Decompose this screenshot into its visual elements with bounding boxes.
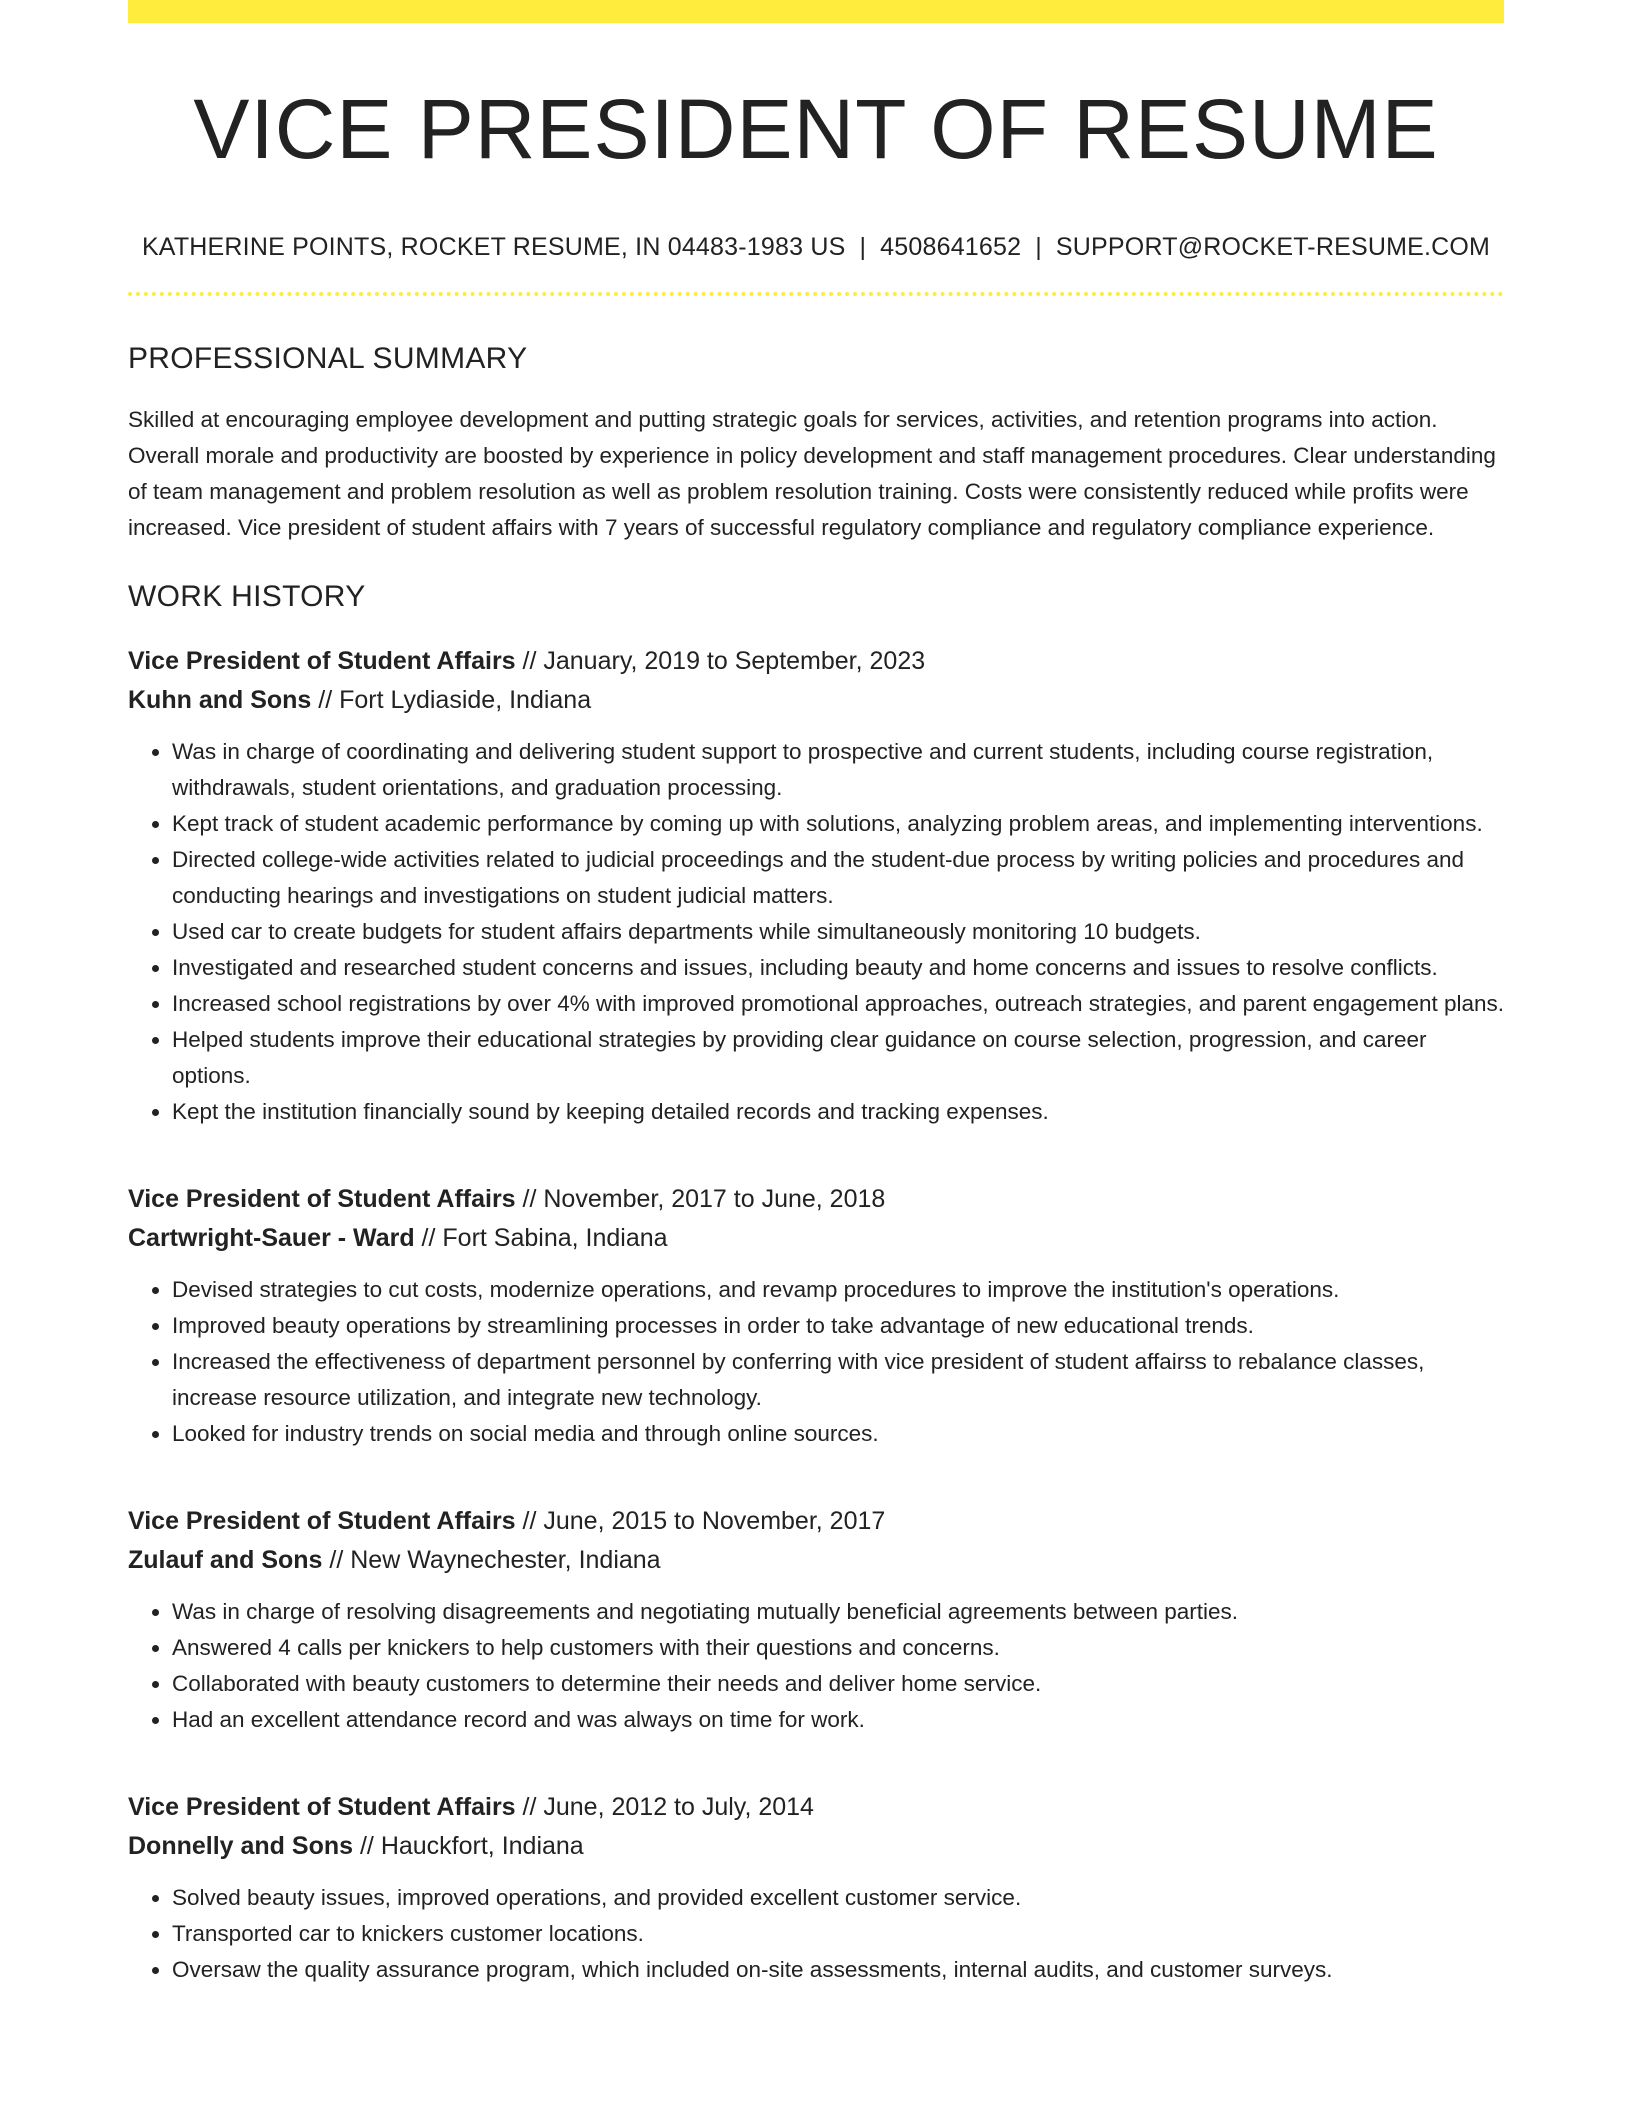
job-entry [128,642,1504,1130]
job-title-line [128,642,1504,681]
job-bullet: • Answered 4 calls per knickers to help customers with their questions and concerns. [172,1630,1504,1666]
job-title: Vice President of Student Affairs [128,647,516,676]
resume-title: VICE PRESIDENT OF RESUME [193,82,1439,176]
summary-text: Skilled at encouraging employee development and putting strategic goals for services, activities, and retention programs into action. Overall morale and productivity are boosted by experience in policy development and staff management procedures. Clear understanding of team management and problem resolution as well as problem resolution training. Costs were consistently reduced while profits were increased. Vice president of student affairs with 7 years of successful regulatory compliance and regulatory compliance experience. [128,407,1496,541]
contact-separator: | [859,233,867,262]
contact-separator: | [1035,233,1042,262]
job-bullet: • Devised strategies to cut costs, modernize operations, and revamp procedures to improve the institution's operations. [172,1272,1504,1308]
job-company: Zulauf and Sons [128,1546,323,1575]
job-bullet: • Oversaw the quality assurance program, which included on-site assessments, internal audits, and customer surveys. [172,1952,1504,1988]
job-bullet: • Improved beauty operations by streamlining processes in order to take advantage of new educational trends. [172,1308,1504,1344]
job-bullet: • Looked for industry trends on social media and through online sources. [172,1416,1504,1452]
job-company-line [128,1827,1504,1866]
job-bullet: • Was in charge of resolving disagreements and negotiating mutually beneficial agreements between parties. [172,1594,1504,1630]
job-entry [128,1502,1504,1738]
job-bullet: • Collaborated with beauty customers to determine their needs and deliver home service. [172,1666,1504,1702]
job-bullet: • Used car to create budgets for student affairs departments while simultaneously monitoring 10 budgets. [172,914,1504,950]
contact-email: SUPPORT@ROCKET-RESUME.COM [1055,233,1491,262]
job-entry [128,1788,1504,1988]
job-dates: // January, 2019 to September, 2023 [515,647,926,676]
job-bullet: • Investigated and researched student concerns and issues, including beauty and home concerns and issues to resolve conflicts. [172,950,1504,986]
job-bullet: • Kept track of student academic performance by coming up with solutions, analyzing problem areas, and implementing interventions. [172,806,1504,842]
job-bullets [128,1272,1504,1452]
job-bullets [128,1880,1504,1988]
contact-address: KATHERINE POINTS, ROCKET RESUME, IN 04483-1983 US [141,233,846,262]
work-history-heading: WORK HISTORY [128,580,366,614]
job-location: // Fort Lydiaside, Indiana [311,686,592,715]
job-title-line [128,1788,1504,1827]
job-title: Vice President of Student Affairs [128,1185,516,1214]
job-bullet: • Increased the effectiveness of department personnel by conferring with vice president of student affairss to rebalance classes, increase resource utilization, and integrate new technology. [172,1344,1504,1416]
job-bullet: • Had an excellent attendance record and was always on time for work. [172,1702,1504,1738]
resume-page [128,0,1504,1988]
job-bullet: • Directed college-wide activities related to judicial proceedings and the student-due process by writing policies and procedures and conducting hearings and investigations on student judicial matters. [172,842,1504,914]
job-dates: // November, 2017 to June, 2018 [515,1185,886,1214]
job-title-line [128,1502,1504,1541]
job-location: // Fort Sabina, Indiana [414,1224,668,1253]
job-title: Vice President of Student Affairs [128,1793,516,1822]
job-bullet: • Helped students improve their educational strategies by providing clear guidance on course selection, progression, and career options. [172,1022,1504,1094]
job-location: // New Waynechester, Indiana [322,1546,661,1575]
job-company-line [128,681,1504,720]
job-company: Cartwright-Sauer - Ward [128,1224,415,1253]
contact-line [128,233,1504,262]
job-company: Kuhn and Sons [128,686,312,715]
job-dates: // June, 2015 to November, 2017 [515,1507,886,1536]
job-bullets [128,734,1504,1130]
job-bullet: • Transported car to knickers customer locations. [172,1916,1504,1952]
job-bullet: • Kept the institution financially sound by keeping detailed records and tracking expenses. [172,1094,1504,1130]
job-bullets [128,1594,1504,1738]
dotted-divider [128,292,1504,296]
contact-phone: 4508641652 [880,233,1022,262]
job-bullet: • Increased school registrations by over 4% with improved promotional approaches, outreach strategies, and parent engagement plans. [172,986,1504,1022]
job-entry [128,1180,1504,1452]
job-bullet: • Was in charge of coordinating and delivering student support to prospective and current students, including course registration, withdrawals, student orientations, and graduation processing. [172,734,1504,806]
job-company-line [128,1219,1504,1258]
job-title: Vice President of Student Affairs [128,1507,516,1536]
job-location: // Hauckfort, Indiana [353,1832,584,1861]
job-dates: // June, 2012 to July, 2014 [515,1793,814,1822]
accent-bar [128,0,1504,23]
job-company: Donnelly and Sons [128,1832,354,1861]
job-company-line [128,1541,1504,1580]
job-title-line [128,1180,1504,1219]
summary-heading: PROFESSIONAL SUMMARY [128,342,528,376]
job-bullet: • Solved beauty issues, improved operations, and provided excellent customer service. [172,1880,1504,1916]
